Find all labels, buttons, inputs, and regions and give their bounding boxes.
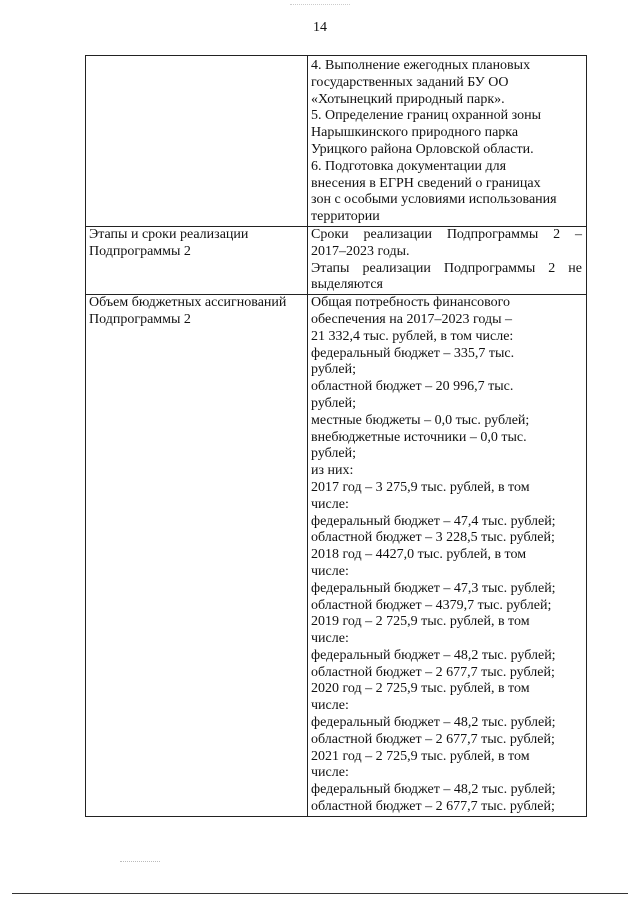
text-line: федеральный бюджет – 47,3 тыс. рублей; [311,580,556,596]
text-line: областной бюджет – 2 677,7 тыс. рублей; [311,664,555,680]
text-line: 5. Определение границ охранной зоны [311,108,541,124]
text-line: 2019 год – 2 725,9 тыс. рублей, в том [311,614,530,630]
text-line: 2017 год – 3 275,9 тыс. рублей, в том [311,479,530,495]
table-row-tasks [86,56,587,227]
text-line: областной бюджет – 3 228,5 тыс. рублей; [311,530,555,546]
table-row-budget [86,295,587,817]
text-line: «Хотынецкий природный парк». [311,91,505,107]
text-line: числе: [311,698,349,714]
text-line: рублей; [311,362,356,378]
text-line: местные бюджеты – 0,0 тыс. рублей; [311,412,530,428]
row-label-cell [86,56,308,227]
text-line: Подпрограммы 2 [89,243,191,259]
text-line: числе: [311,631,349,647]
text-line: Нарышкинского природного парка [311,125,519,141]
text-line: 6. Подготовка документации для [311,158,507,174]
text-line: федеральный бюджет – 48,2 тыс. рублей; [311,782,556,798]
text-line: территории [311,209,380,225]
text-line: федеральный бюджет – 48,2 тыс. рублей; [311,715,556,731]
row-content-cell [308,226,587,294]
text-line: из них: [311,463,354,479]
row-label-cell [86,226,308,294]
text-line: федеральный бюджет – 335,7 тыс. [311,345,515,361]
text-line: 2020 год – 2 725,9 тыс. рублей, в том [311,681,530,697]
text-line: Подпрограммы 2 [89,311,191,327]
text-line: внебюджетные источники – 0,0 тыс. [311,429,527,445]
scan-artifact-top [290,4,350,5]
text-line: областной бюджет – 2 677,7 тыс. рублей; [311,731,555,747]
text-line: 2018 год – 4427,0 тыс. рублей, в том [311,547,527,563]
text-line: 4. Выполнение ежегодных плановых [311,58,531,73]
row-label-cell [86,295,308,817]
text-line: числе: [311,496,349,512]
text-line: 2017–2023 годы. [311,243,410,259]
text-line: Общая потребность финансового [311,295,511,311]
page-number: 14 [313,20,327,35]
text-line: рублей; [311,395,356,411]
row-content-cell [308,56,587,227]
footer-rule [12,893,628,894]
text-line: зон с особыми условиями использования [311,192,557,208]
text-line: Этапы и сроки реализации [89,226,249,242]
program-passport-table [85,55,587,817]
text-line: внесения в ЕГРН сведений о границах [311,175,541,191]
text-line: Сроки реализации Подпрограммы 2 – [311,226,582,242]
text-line: обеспечения на 2017–2023 годы – [311,311,512,327]
table-row-stages [86,226,587,294]
scan-artifact-bottom [120,861,160,862]
text-line: рублей; [311,446,356,462]
text-line: Объем бюджетных ассигнований [89,295,287,311]
text-line: областной бюджет – 20 996,7 тыс. [311,379,514,395]
text-line: федеральный бюджет – 47,4 тыс. рублей; [311,513,556,529]
text-line: федеральный бюджет – 48,2 тыс. рублей; [311,647,556,663]
text-line: Этапы реализации Подпрограммы 2 не [311,260,582,276]
row-content-cell [308,295,587,817]
text-line: числе: [311,563,349,579]
text-line: числе: [311,765,349,781]
text-line: государственных заданий БУ ОО [311,74,509,90]
text-line: областной бюджет – 2 677,7 тыс. рублей; [311,799,555,815]
text-line: выделяются [311,277,383,293]
text-line: Урицкого района Орловской области. [311,141,534,157]
text-line: 21 332,4 тыс. рублей, в том числе: [311,328,514,344]
text-line: 2021 год – 2 725,9 тыс. рублей, в том [311,748,530,764]
text-line: областной бюджет – 4379,7 тыс. рублей; [311,597,552,613]
